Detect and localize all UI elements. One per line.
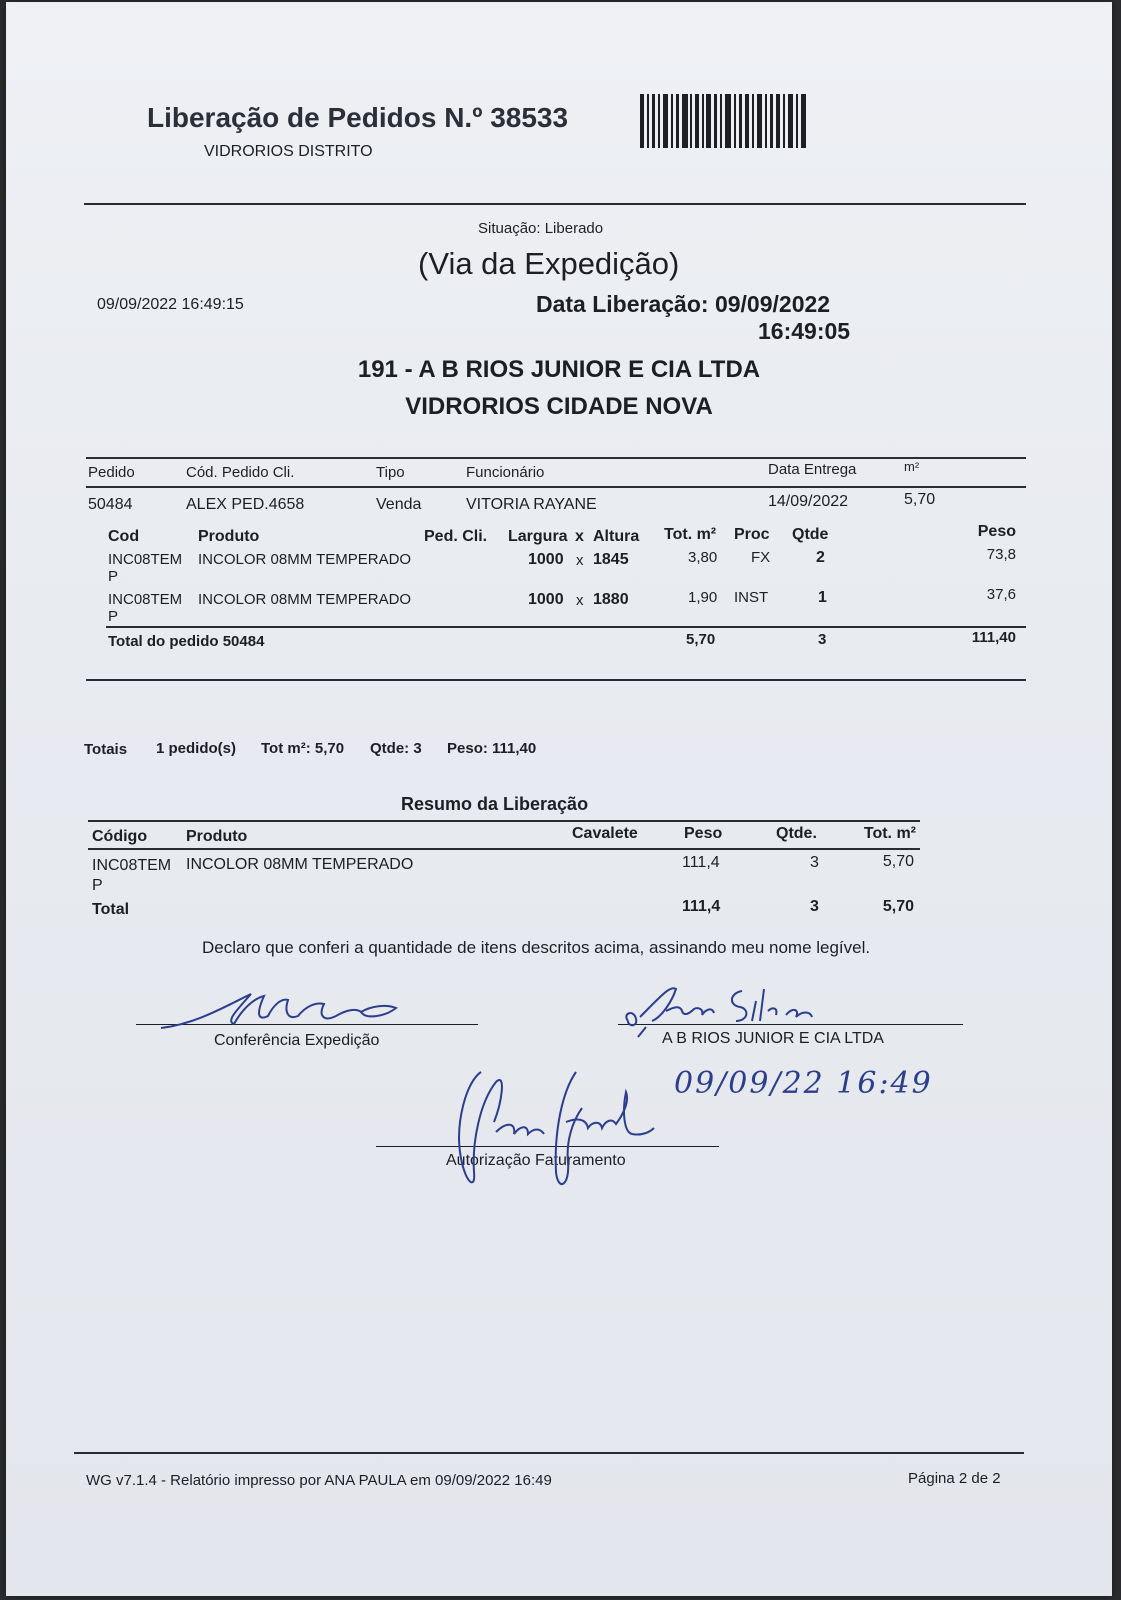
summary-weight: 111,4: [682, 854, 720, 871]
item-header-x: x: [575, 528, 584, 545]
item-code: INC08TEM P: [108, 591, 183, 625]
signature-conferencia: [156, 986, 406, 1041]
item-header-peso: Peso: [977, 523, 1016, 540]
item-tot-m2: 3,80: [688, 549, 718, 566]
summary-m2: 5,70: [882, 853, 914, 870]
totals-m2: Tot m²: 5,70: [261, 740, 345, 757]
handwritten-datetime: 09/09/22 16:49: [674, 1066, 933, 1101]
order-client-code: ALEX PED.4658: [186, 496, 305, 513]
company-name: VIDRORIOS DISTRITO: [204, 143, 373, 160]
signature-autorizacao: [436, 1062, 656, 1202]
signature-client: [620, 977, 860, 1052]
release-date-value: 09/09/2022: [714, 291, 831, 317]
totals-qty: Qtde: 3: [370, 740, 422, 757]
divider: [86, 457, 1026, 459]
printed-datetime: 09/09/2022 16:49:15: [97, 296, 244, 313]
declaration-text: Declaro que conferi a quantidade de itens descritos acima, assinando meu nome legível.: [202, 938, 871, 957]
summary-total-label: Total: [92, 901, 130, 918]
item-header-altura: Altura: [593, 528, 640, 545]
item-weight: 37,6: [986, 586, 1016, 603]
summary-total-qty: 3: [810, 898, 819, 915]
summary-header-qtde: Qtde.: [776, 825, 817, 842]
order-type: Venda: [376, 496, 422, 513]
item-product: INCOLOR 08MM TEMPERADO: [198, 551, 412, 568]
item-header-ped-cli: Ped. Cli.: [424, 528, 488, 545]
item-header-tot-m2: Tot. m²: [664, 526, 717, 543]
order-total-m2: 5,70: [686, 631, 716, 648]
item-height: 1845: [593, 551, 629, 568]
item-header-produto: Produto: [198, 528, 260, 545]
col-header-data-entrega: Data Entrega: [768, 461, 857, 478]
item-header-proc: Proc: [734, 526, 770, 543]
summary-header-tot-m2: Tot. m²: [863, 825, 916, 842]
item-header-qtde: Qtde: [792, 526, 829, 543]
totals-label: Totais: [84, 741, 128, 758]
summary-total-weight: 111,4: [682, 898, 721, 915]
order-delivery-date: 14/09/2022: [768, 493, 849, 510]
col-header-tipo: Tipo: [376, 464, 405, 481]
release-date: [536, 291, 830, 318]
col-header-funcionario: Funcionário: [466, 464, 545, 481]
client-store: VIDRORIOS CIDADE NOVA: [405, 393, 713, 420]
totals-orders: 1 pedido(s): [156, 740, 237, 757]
col-header-m2: m²: [904, 459, 920, 474]
summary-qty: 3: [810, 854, 819, 871]
totals-weight: Peso: 111,40: [447, 740, 537, 757]
order-total-label: Total do pedido 50484: [108, 633, 265, 650]
summary-header-peso: Peso: [684, 825, 723, 842]
item-x: x: [576, 552, 584, 569]
order-total-qty: 3: [818, 631, 827, 648]
client-name: 191 - A B RIOS JUNIOR E CIA LTDA: [357, 356, 761, 383]
item-width: 1000: [528, 551, 564, 568]
signature-scribble-icon: [156, 986, 406, 1036]
item-code: INC08TEM P: [108, 551, 183, 585]
item-header-cod: Cod: [108, 528, 140, 545]
signature-scribble-icon: [436, 1062, 656, 1197]
item-qty: 2: [816, 549, 825, 566]
item-height: 1880: [593, 591, 629, 608]
item-proc: INST: [734, 589, 769, 606]
divider: [74, 1452, 1024, 1454]
signature-label-conferencia: Conferência Expedição: [214, 1032, 380, 1049]
signature-label-autorizacao: Autorização Faturamento: [446, 1152, 626, 1169]
signature-scribble-icon: [620, 977, 860, 1047]
summary-title: Resumo da Liberação: [401, 794, 589, 814]
order-employee: VITORIA RAYANE: [466, 496, 597, 513]
item-header-largura: Largura: [508, 528, 568, 545]
release-label: Data Liberação:: [536, 291, 709, 317]
order-number: 50484: [88, 496, 133, 513]
col-header-cod-cli: Cód. Pedido Cli.: [186, 464, 295, 481]
divider: [84, 203, 1026, 205]
item-width: 1000: [528, 591, 564, 608]
col-header-pedido: Pedido: [88, 464, 135, 481]
barcode-icon: [640, 94, 810, 148]
situation-label: Situação: Liberado: [478, 220, 604, 237]
footer-printed-by: WG v7.1.4 - Relatório impresso por ANA PAULA em 09/09/2022 16:49: [86, 1472, 552, 1489]
document-page: [6, 2, 1112, 1596]
item-x: x: [576, 592, 584, 609]
summary-code: INC08TEM P: [92, 857, 172, 894]
summary-header-produto: Produto: [186, 828, 248, 845]
barcode: [640, 94, 810, 148]
order-m2: 5,70: [904, 491, 936, 508]
item-proc: FX: [751, 549, 771, 566]
summary-header-codigo: Código: [92, 828, 148, 845]
divider: [86, 486, 1026, 488]
document-title: Liberação de Pedidos N.º 38533: [147, 102, 569, 133]
signature-label-client: A B RIOS JUNIOR E CIA LTDA: [662, 1030, 884, 1047]
item-qty: 1: [818, 589, 827, 606]
divider: [86, 679, 1026, 681]
release-time: 16:49:05: [758, 318, 851, 344]
footer-page-number: Página 2 de 2: [908, 1470, 1001, 1487]
divider: [88, 820, 920, 822]
summary-total-m2: 5,70: [882, 898, 914, 915]
item-weight: 73,8: [986, 546, 1016, 563]
via-label: (Via da Expedição): [418, 246, 680, 281]
summary-header-cavalete: Cavalete: [572, 825, 638, 842]
item-product: INCOLOR 08MM TEMPERADO: [198, 591, 412, 608]
divider: [88, 848, 920, 850]
order-total-weight: 111,40: [971, 629, 1016, 646]
item-tot-m2: 1,90: [688, 589, 718, 606]
divider: [106, 626, 1026, 628]
summary-product: INCOLOR 08MM TEMPERADO: [186, 856, 414, 873]
